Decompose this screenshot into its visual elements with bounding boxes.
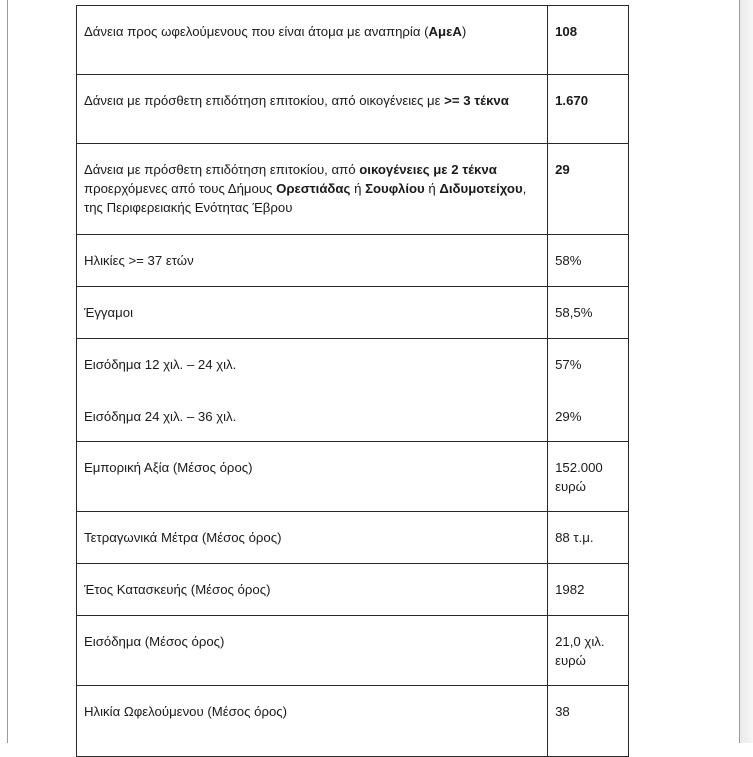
row-value: 58% bbox=[548, 235, 629, 287]
row-value: 58,5% bbox=[548, 287, 629, 339]
row-label: Εισόδημα (Μέσος όρος) bbox=[77, 616, 548, 686]
table-row bbox=[77, 686, 629, 757]
row-label bbox=[77, 6, 548, 75]
row-label: Ηλικία Ωφελούμενου (Μέσος όρος) bbox=[77, 686, 548, 757]
table-row bbox=[77, 6, 629, 75]
row-value: 152.000 ευρώ bbox=[548, 442, 629, 512]
label-text: , της Περιφερειακής Ενότητας Έβρου bbox=[84, 181, 527, 215]
row-value bbox=[548, 144, 629, 235]
table-row bbox=[77, 442, 629, 512]
label-text: Εισόδημα 24 χιλ. – 36 χιλ. bbox=[84, 409, 237, 424]
row-label bbox=[77, 144, 548, 235]
value-text: 57% bbox=[555, 357, 582, 372]
row-label bbox=[77, 75, 548, 144]
label-text: ) bbox=[461, 24, 467, 39]
row-value: 1982 bbox=[548, 564, 629, 616]
row-label: Εμπορική Αξία (Μέσος όρος) bbox=[77, 442, 548, 512]
label-bold-text: Σουφλίου bbox=[365, 181, 425, 196]
row-value: 38 bbox=[548, 686, 629, 757]
label-text: Δάνεια με πρόσθετη επιδότηση επιτοκίου, από οικογένειες με bbox=[84, 93, 445, 108]
row-value: 21,0 χιλ. ευρώ bbox=[548, 616, 629, 686]
table-row bbox=[77, 616, 629, 686]
table-row bbox=[77, 144, 629, 235]
table-row bbox=[77, 75, 629, 144]
page-edge-left bbox=[7, 0, 8, 743]
label-bold-text: ΑμεΑ bbox=[428, 24, 462, 39]
table-row bbox=[77, 235, 629, 287]
label-bold-text: Ορεστιάδας bbox=[276, 181, 351, 196]
label-text: ή bbox=[350, 181, 366, 196]
label-text: προερχόμενες από τους Δήμους bbox=[84, 181, 277, 196]
label-text: Εισόδημα 12 χιλ. – 24 χιλ. bbox=[84, 357, 237, 372]
row-label: Έγγαμοι bbox=[77, 287, 548, 339]
row-label: Τετραγωνικά Μέτρα (Μέσος όρος) bbox=[77, 512, 548, 564]
row-label: Έτος Κατασκευής (Μέσος όρος) bbox=[77, 564, 548, 616]
row-label: Ηλικίες >= 37 ετών bbox=[77, 235, 548, 287]
table-row bbox=[77, 564, 629, 616]
table-row bbox=[77, 339, 629, 442]
label-bold-text: >= 3 τέκνα bbox=[444, 93, 509, 108]
label-text: Δάνεια προς ωφελούμενους που είναι άτομα με αναπηρία ( bbox=[84, 24, 429, 39]
label-text: ή bbox=[424, 181, 440, 196]
value-text: 29% bbox=[555, 409, 582, 424]
label-bold-text: οικογένειες με 2 τέκνα bbox=[359, 162, 497, 177]
row-label bbox=[77, 339, 548, 442]
row-value bbox=[548, 339, 629, 442]
row-value: 88 τ.μ. bbox=[548, 512, 629, 564]
table-row bbox=[77, 512, 629, 564]
label-text: Δάνεια με πρόσθετη επιδότηση επιτοκίου, από bbox=[84, 162, 360, 177]
value-text: 1.670 bbox=[555, 93, 589, 108]
value-text: 108 bbox=[555, 24, 578, 39]
page-shadow bbox=[740, 0, 753, 743]
value-text: 29 bbox=[555, 162, 570, 177]
table-row bbox=[77, 287, 629, 339]
row-value bbox=[548, 6, 629, 75]
statistics-table bbox=[76, 5, 629, 757]
row-value bbox=[548, 75, 629, 144]
label-bold-text: Διδυμοτείχου bbox=[439, 181, 523, 196]
